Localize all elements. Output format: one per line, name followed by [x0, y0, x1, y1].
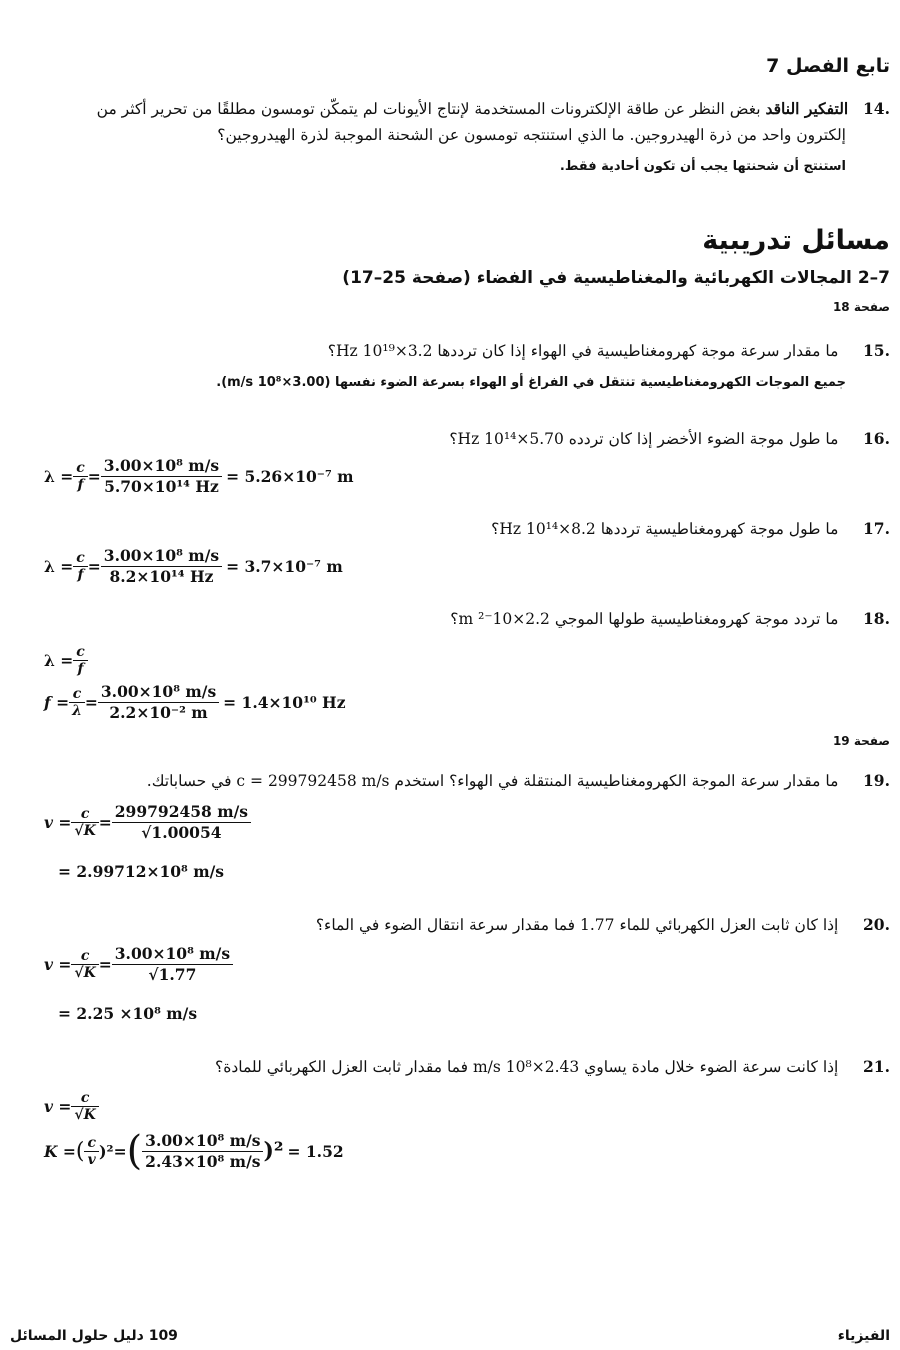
question-text-line1: بغض النظر عن طاقة الإلكترونات المستخدمة لإنتاج الأيونات لم يتمكّن تومسون مطلقًا من تحرير أكثر من	[96, 100, 761, 118]
solution-19	[44, 802, 251, 843]
answer-14: استنتج أن شحنتها يجب أن تكون أحادية فقط.	[559, 159, 846, 174]
question-lead: التفكير الناقد	[765, 99, 849, 118]
question-number: .15	[863, 341, 890, 360]
lhs: λ =	[44, 651, 74, 670]
question-16	[10, 426, 890, 452]
numerator: c	[80, 1090, 90, 1106]
value-fraction	[101, 456, 222, 497]
lhs: λ =	[44, 557, 74, 576]
lhs: v =	[44, 955, 72, 974]
denominator: √K	[71, 822, 98, 839]
chapter-continued-heading: تابع الفصل 7	[766, 55, 890, 77]
result-19: = 2.99712×10⁸ m/s	[58, 862, 225, 881]
lhs: v =	[44, 1097, 72, 1116]
question-text: ما تردد موجة كهرومغناطيسية طولها الموجي 2.2×10⁻² m؟	[450, 610, 839, 628]
formula-fraction	[73, 550, 88, 583]
question-text-line2: إلكترون واحد من ذرة الهيدروجين. ما الذي استنتجه تومسون عن الشحنة الموجبة لذرة الهيدروجين؟	[217, 126, 846, 144]
lhs: v =	[44, 813, 72, 832]
numerator: c	[76, 644, 85, 660]
practice-problems-title: مسائل تدريبية	[702, 225, 890, 256]
numerator: 3.00×10⁸ m/s	[145, 1130, 261, 1150]
equals: =	[87, 467, 101, 486]
denominator: 8.2×10¹⁴ Hz	[101, 566, 222, 587]
solution-17	[44, 546, 343, 587]
big-paren-close: )²	[263, 1138, 284, 1164]
solution-21-line1	[44, 1090, 99, 1123]
numerator: c	[87, 1134, 96, 1151]
answer-15: جميع الموجات الكهرومغناطيسية تنتقل في الفراغ أو الهواء بسرعة الضوء نفسها (3.00×10⁸ m/s).	[216, 375, 846, 390]
solution-20	[44, 944, 233, 985]
question-number: .20	[863, 915, 890, 934]
lhs: K =	[44, 1141, 76, 1161]
page-ref-18: صفحة 18	[832, 300, 890, 314]
denominator: √K	[71, 1106, 98, 1123]
question-17	[10, 516, 890, 542]
value-fraction	[101, 546, 222, 587]
equals: =	[87, 557, 101, 576]
solution-18-line1	[44, 644, 88, 677]
solution-16	[44, 456, 354, 497]
result-20: = 2.25 ×10⁸ m/s	[58, 1004, 198, 1023]
equals: =	[113, 1141, 127, 1161]
denominator: v	[84, 1151, 99, 1168]
result: = 1.52	[287, 1141, 344, 1161]
paren-close: )²	[98, 1141, 114, 1161]
denominator: λ	[69, 702, 85, 719]
denominator: 2.43×10⁸ m/s	[142, 1151, 263, 1172]
numerator: c	[80, 948, 90, 964]
value-fraction	[112, 944, 233, 985]
question-text: إذا كانت سرعة الضوء خلال مادة يساوي 2.43×10⁸ m/s فما مقدار ثابت العزل الكهربائي للمادة؟	[215, 1058, 839, 1076]
denominator: 2.2×10⁻² m	[98, 702, 219, 723]
denominator: f	[73, 476, 88, 493]
section-title: 7–2 المجالات الكهربائية والمغناطيسية في الفضاء (صفحة 25–17)	[342, 268, 890, 288]
question-number: .14	[863, 99, 890, 118]
numerator: c	[72, 686, 82, 702]
formula-fraction	[71, 948, 98, 981]
equals: =	[84, 693, 98, 712]
page-ref-19: صفحة 19	[832, 734, 890, 748]
formula-fraction	[69, 686, 85, 719]
question-14	[10, 96, 890, 180]
solution-21-line2	[44, 1128, 344, 1174]
question-number: .17	[863, 519, 890, 538]
footer-subject: الفيزياء	[837, 1328, 890, 1344]
numerator: c	[76, 550, 85, 566]
question-21	[10, 1054, 890, 1080]
value-fraction	[112, 802, 251, 843]
formula-fraction	[73, 644, 88, 677]
question-text: ما طول موجة الضوء الأخضر إذا كان تردده 5.70×10¹⁴ Hz؟	[449, 430, 839, 448]
question-20	[10, 912, 890, 938]
numerator: 299792458 m/s	[114, 802, 249, 821]
question-text: ما مقدار سرعة الموجة الكهرومغناطيسية المنتقلة في الهواء؟ استخدم c = 299792458 m/s في حساباتك.	[146, 772, 839, 790]
question-text: ما طول موجة كهرومغناطيسية ترددها 8.2×10¹⁴ Hz؟	[491, 520, 839, 538]
question-number: .19	[863, 771, 890, 790]
numerator: 3.00×10⁸ m/s	[100, 682, 217, 701]
equals: =	[98, 813, 112, 832]
question-number: .21	[863, 1057, 890, 1076]
formula-fraction	[71, 806, 98, 839]
question-number: .16	[863, 429, 890, 448]
denominator: f	[73, 566, 88, 583]
question-15	[10, 338, 890, 396]
denominator: 5.70×10¹⁴ Hz	[101, 476, 222, 497]
denominator: √1.77	[112, 964, 233, 985]
question-number: .18	[863, 609, 890, 628]
inner-fraction	[84, 1135, 99, 1168]
result: = 3.7×10⁻⁷ m	[226, 557, 343, 576]
lhs: f =	[44, 693, 70, 712]
footer-page-info: 109 دليل حلول المسائل	[10, 1328, 178, 1344]
numerator: 3.00×10⁸ m/s	[103, 456, 220, 475]
value-fraction	[98, 682, 219, 723]
question-text: إذا كان ثابت العزل الكهربائي للماء 1.77 فما مقدار سرعة انتقال الضوء في الماء؟	[315, 916, 839, 934]
question-18	[10, 606, 890, 632]
numerator: c	[80, 806, 90, 822]
formula-fraction	[73, 460, 88, 493]
equals: =	[98, 955, 112, 974]
big-paren-open: (	[126, 1128, 143, 1174]
denominator: f	[73, 660, 88, 677]
value-fraction	[142, 1131, 263, 1172]
denominator: √K	[71, 964, 98, 981]
numerator: 3.00×10⁸ m/s	[103, 546, 220, 565]
paren-open: (	[75, 1138, 85, 1164]
numerator: c	[76, 460, 85, 476]
solution-18-line2	[44, 682, 346, 723]
formula-fraction	[71, 1090, 98, 1123]
question-text: ما مقدار سرعة موجة كهرومغناطيسية في الهواء إذا كان ترددها 3.2×10¹⁹ Hz؟	[327, 342, 839, 360]
question-19	[10, 768, 890, 794]
result: = 5.26×10⁻⁷ m	[226, 467, 354, 486]
numerator: 3.00×10⁸ m/s	[114, 944, 231, 963]
lhs: λ =	[44, 467, 74, 486]
denominator: √1.00054	[112, 822, 251, 843]
result: = 1.4×10¹⁰ Hz	[223, 693, 346, 712]
